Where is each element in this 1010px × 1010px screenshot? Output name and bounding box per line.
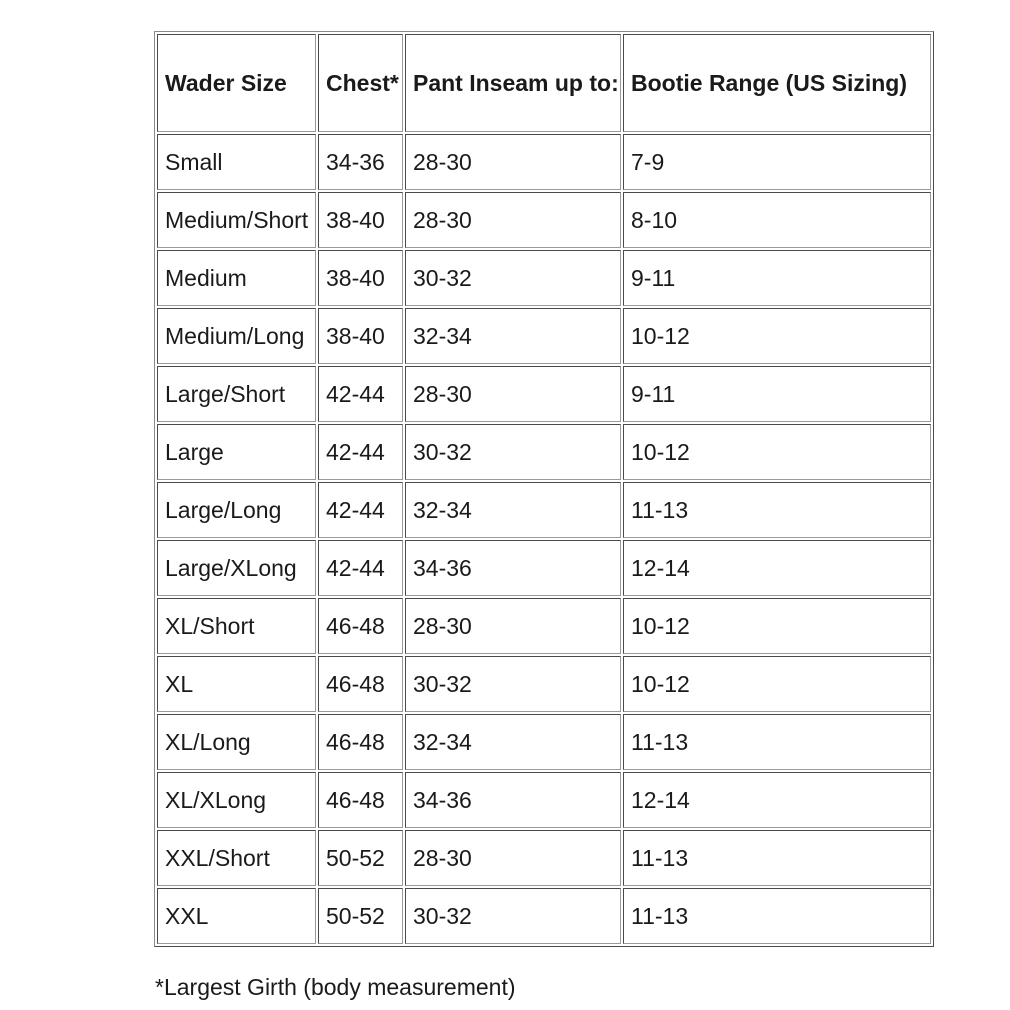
header-row — [157, 34, 931, 132]
cell-wader-size: Large/XLong — [157, 540, 316, 596]
cell-chest: 50-52 — [318, 830, 403, 886]
cell-pant-inseam: 32-34 — [405, 482, 621, 538]
footnote: *Largest Girth (body measurement) — [155, 974, 516, 1000]
cell-pant-inseam: 28-30 — [405, 366, 621, 422]
cell-chest: 50-52 — [318, 888, 403, 944]
cell-chest: 38-40 — [318, 192, 403, 248]
table-row — [157, 134, 931, 190]
cell-chest: 34-36 — [318, 134, 403, 190]
cell-bootie-range: 12-14 — [623, 540, 931, 596]
cell-wader-size: XL/XLong — [157, 772, 316, 828]
cell-bootie-range: 11-13 — [623, 714, 931, 770]
table-row — [157, 772, 931, 828]
table-row — [157, 598, 931, 654]
table-row — [157, 656, 931, 712]
cell-chest: 42-44 — [318, 482, 403, 538]
table-row — [157, 714, 931, 770]
cell-bootie-range: 9-11 — [623, 366, 931, 422]
cell-chest: 46-48 — [318, 714, 403, 770]
cell-bootie-range: 9-11 — [623, 250, 931, 306]
cell-wader-size: Small — [157, 134, 316, 190]
table-row — [157, 830, 931, 886]
cell-pant-inseam: 34-36 — [405, 540, 621, 596]
cell-pant-inseam: 32-34 — [405, 714, 621, 770]
cell-bootie-range: 12-14 — [623, 772, 931, 828]
cell-wader-size: Large — [157, 424, 316, 480]
header-pant-inseam: Pant Inseam up to: — [405, 34, 621, 132]
cell-wader-size: XXL/Short — [157, 830, 316, 886]
cell-bootie-range: 11-13 — [623, 888, 931, 944]
cell-pant-inseam: 30-32 — [405, 656, 621, 712]
cell-chest: 46-48 — [318, 772, 403, 828]
cell-wader-size: XL — [157, 656, 316, 712]
header-chest: Chest* — [318, 34, 403, 132]
table-body — [157, 134, 931, 944]
cell-wader-size: XL/Short — [157, 598, 316, 654]
cell-wader-size: Large/Long — [157, 482, 316, 538]
header-wader-size: Wader Size — [157, 34, 316, 132]
cell-wader-size: Medium — [157, 250, 316, 306]
table-row — [157, 308, 931, 364]
cell-chest: 42-44 — [318, 540, 403, 596]
wader-size-table — [154, 31, 934, 947]
cell-wader-size: XXL — [157, 888, 316, 944]
cell-wader-size: XL/Long — [157, 714, 316, 770]
cell-pant-inseam: 28-30 — [405, 192, 621, 248]
cell-pant-inseam: 28-30 — [405, 134, 621, 190]
table-row — [157, 540, 931, 596]
cell-bootie-range: 11-13 — [623, 482, 931, 538]
cell-chest: 46-48 — [318, 598, 403, 654]
cell-chest: 42-44 — [318, 424, 403, 480]
header-bootie-range: Bootie Range (US Sizing) — [623, 34, 931, 132]
cell-chest: 46-48 — [318, 656, 403, 712]
cell-pant-inseam: 30-32 — [405, 424, 621, 480]
cell-chest: 38-40 — [318, 308, 403, 364]
cell-wader-size: Medium/Short — [157, 192, 316, 248]
table-row — [157, 192, 931, 248]
cell-bootie-range: 10-12 — [623, 598, 931, 654]
cell-chest: 38-40 — [318, 250, 403, 306]
table-row — [157, 366, 931, 422]
table-row — [157, 888, 931, 944]
cell-pant-inseam: 32-34 — [405, 308, 621, 364]
cell-bootie-range: 11-13 — [623, 830, 931, 886]
cell-bootie-range: 10-12 — [623, 308, 931, 364]
cell-bootie-range: 10-12 — [623, 656, 931, 712]
table-header — [157, 34, 931, 132]
table-row — [157, 482, 931, 538]
table-row — [157, 250, 931, 306]
cell-pant-inseam: 28-30 — [405, 830, 621, 886]
cell-pant-inseam: 28-30 — [405, 598, 621, 654]
cell-bootie-range: 8-10 — [623, 192, 931, 248]
cell-pant-inseam: 30-32 — [405, 888, 621, 944]
cell-bootie-range: 7-9 — [623, 134, 931, 190]
table-row — [157, 424, 931, 480]
cell-pant-inseam: 34-36 — [405, 772, 621, 828]
cell-bootie-range: 10-12 — [623, 424, 931, 480]
cell-pant-inseam: 30-32 — [405, 250, 621, 306]
cell-chest: 42-44 — [318, 366, 403, 422]
cell-wader-size: Medium/Long — [157, 308, 316, 364]
cell-wader-size: Large/Short — [157, 366, 316, 422]
